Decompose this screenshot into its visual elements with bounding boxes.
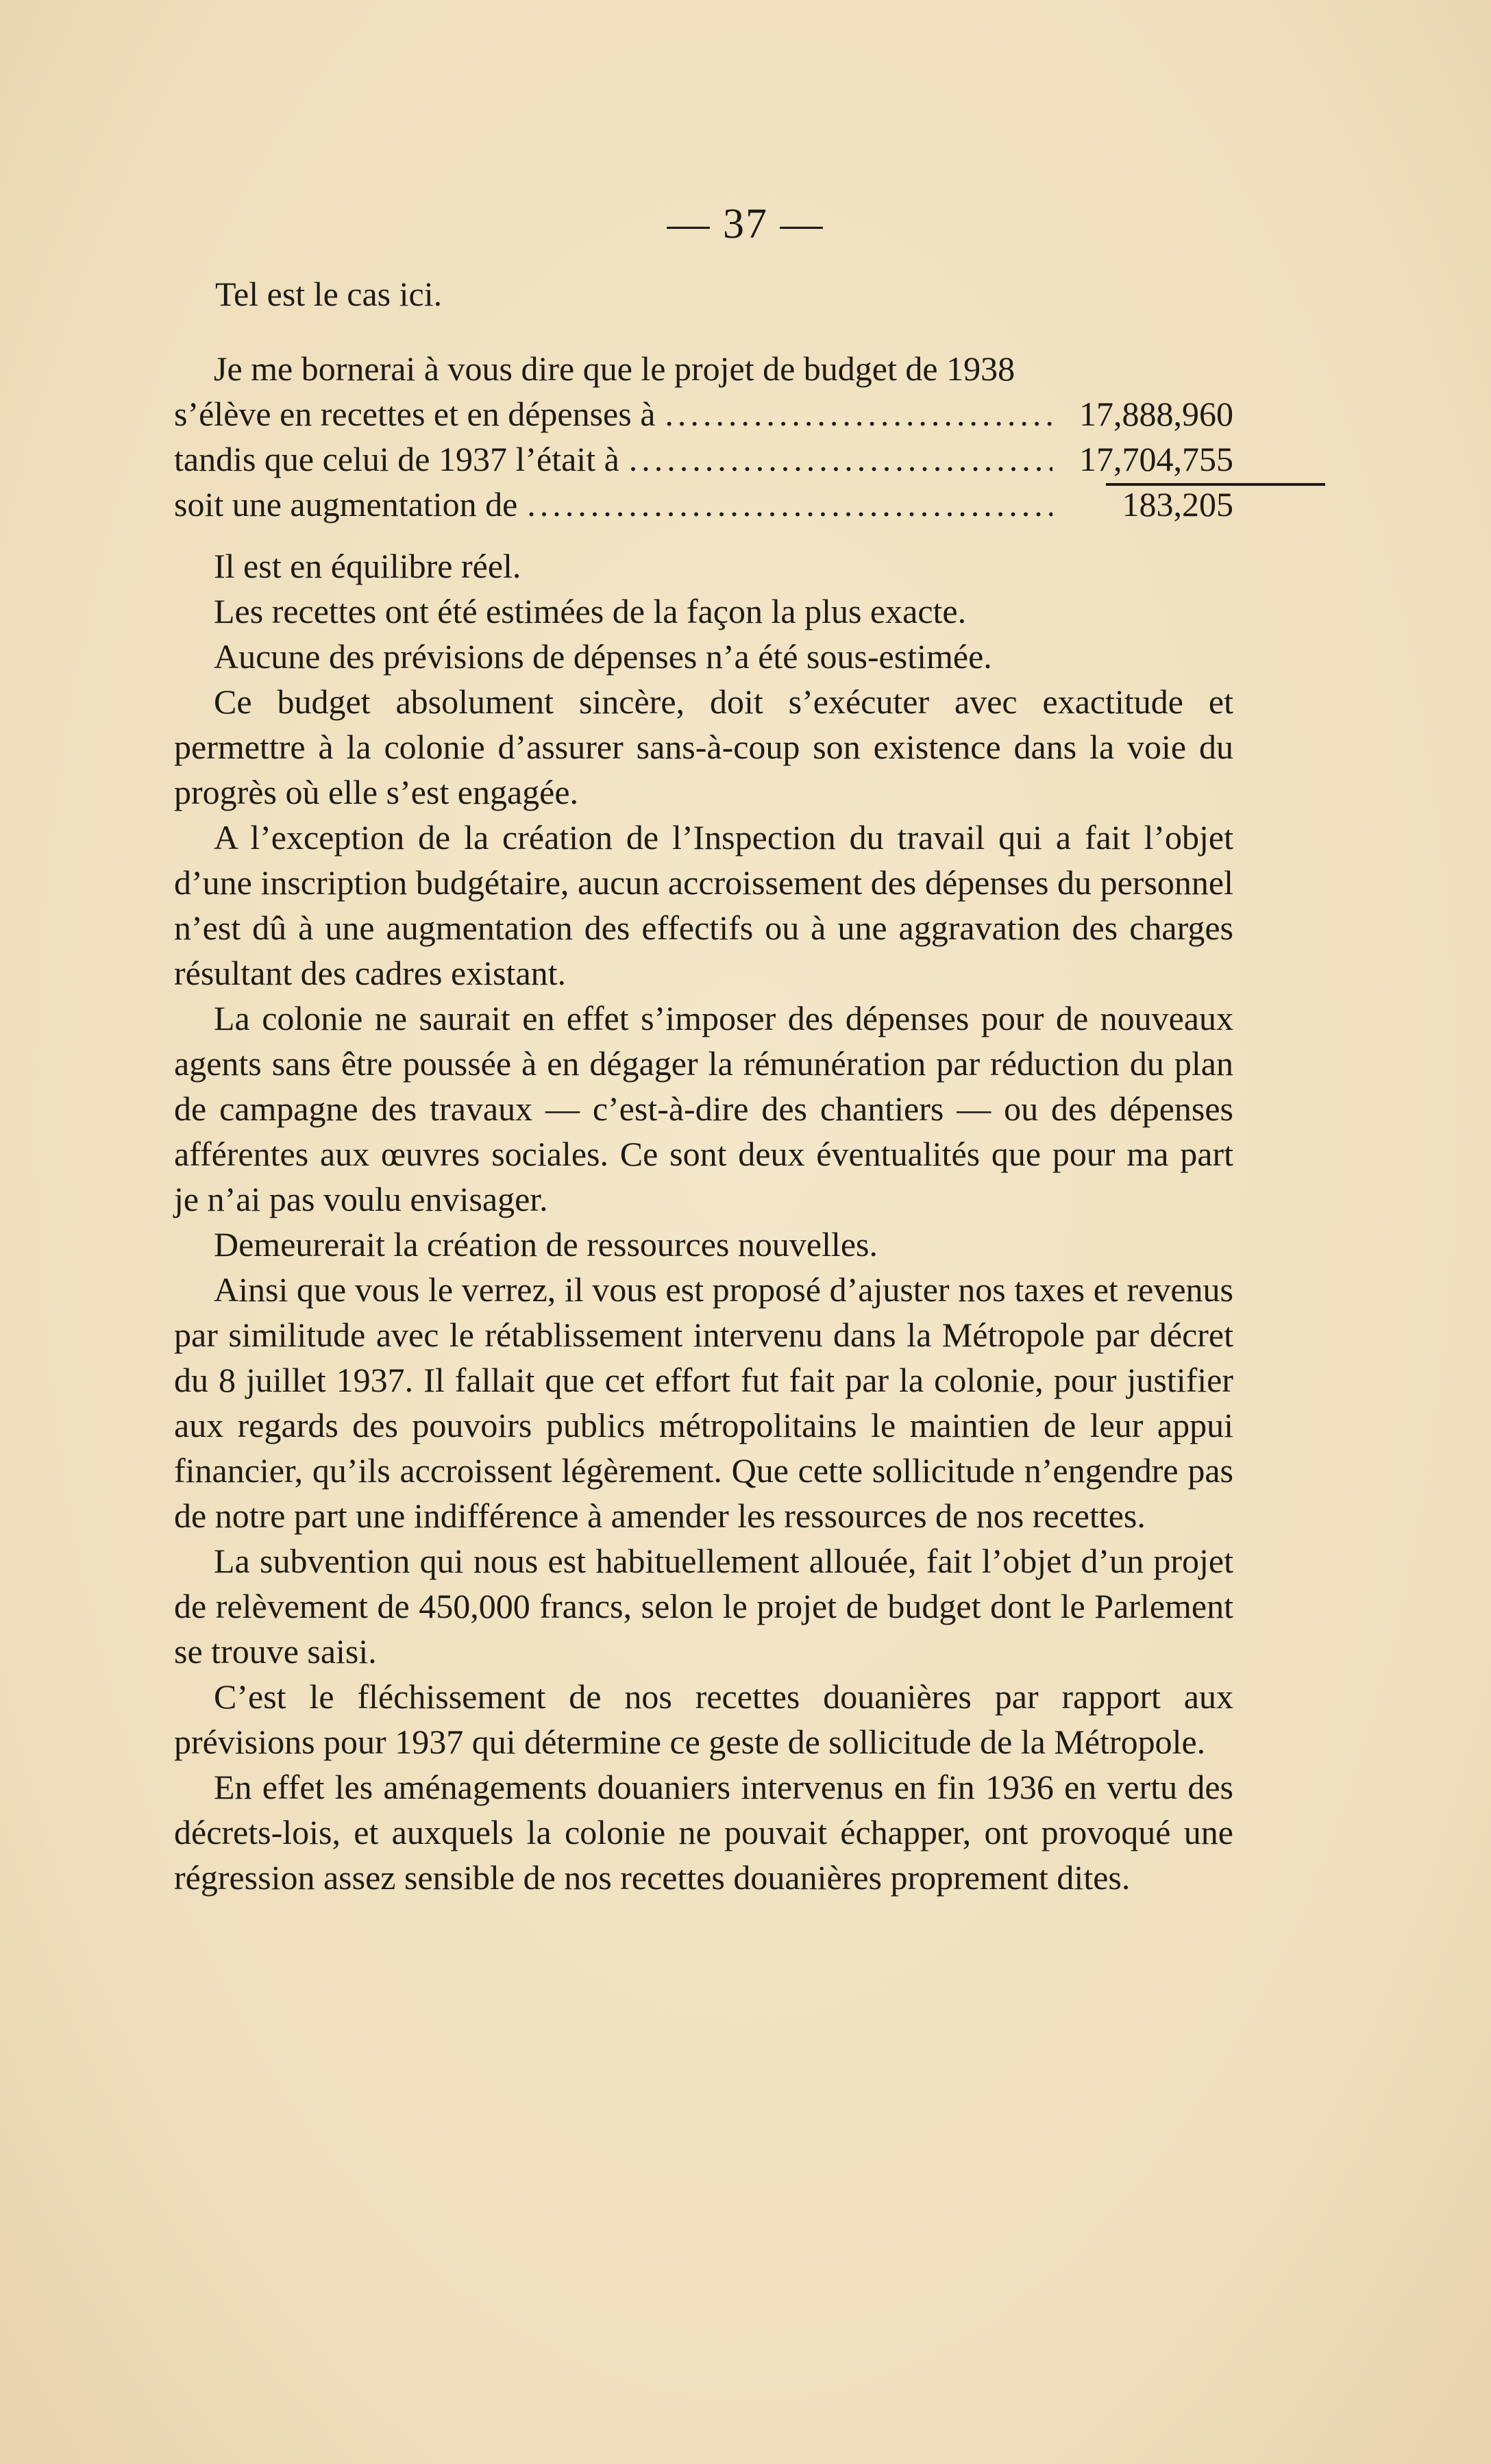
paragraph: Il est en équilibre réel. xyxy=(214,547,521,585)
leader-dots xyxy=(527,482,1052,527)
budget-summary xyxy=(174,346,1233,527)
budget-row-increase xyxy=(174,482,1233,527)
budget-row-label: s’élève en recettes et en dépenses à xyxy=(174,395,656,433)
budget-row-revenue xyxy=(174,391,1233,436)
budget-row-value: 17,888,960 xyxy=(1079,395,1233,433)
paragraph: Les recettes ont été estimées de la façon la plus exacte. xyxy=(214,592,967,630)
budget-row-value: 17,704,755 xyxy=(1079,440,1233,478)
paragraph: En effet les aménagements douaniers intervenus en fin 1936 en vertu des décrets-lois, et auxquels la colonie ne pouvait échapper, ont provoqué une régression assez sensible de nos recettes douanières proprement dites. xyxy=(174,1768,1233,1897)
budget-row-label: tandis que celui de 1937 l’était à xyxy=(174,440,619,478)
paragraph: La colonie ne saurait en effet s’imposer des dépenses pour de nouveaux agents sans être poussée à en dégager la rémunération par réduction du plan de campagne des travaux — c’est-à-dire des chantiers — ou des dépenses afférentes aux œuvres sociales. Ce sont deux éventualités que pour ma part je n’ai pas voulu envisager. xyxy=(174,999,1233,1218)
paragraph: Aucune des prévisions de dépenses n’a été sous-estimée. xyxy=(214,637,992,676)
paragraph: C’est le fléchissement de nos recettes douanières par rapport aux prévisions pour 1937 qui détermine ce geste de sollicitude de la Métropole. xyxy=(174,1677,1233,1761)
budget-row-previous xyxy=(174,436,1233,482)
budget-intro: Je me bornerai à vous dire que le projet de budget de 1938 xyxy=(214,349,1015,388)
paragraph: La subvention qui nous est habituellement allouée, fait l’objet d’un projet de relèvement de 450,000 francs, selon le projet de budget dont le Parlement se trouve saisi. xyxy=(174,1542,1233,1671)
opening-line: Tel est le cas ici. xyxy=(215,275,443,313)
paragraph: Ce budget absolument sincère, doit s’exécuter avec exactitude et permettre à la colonie d’assurer sans-à-coup son existence dans la voie du progrès où elle s’est engagée. xyxy=(174,682,1233,811)
paragraph: A l’exception de la création de l’Inspection du travail qui a fait l’objet d’une inscription budgétaire, aucun accroissement des dépenses du personnel n’est dû à une augmentation des effectifs ou à une aggravation des charges résultant des cadres existant. xyxy=(174,818,1233,992)
body-text xyxy=(174,543,1233,1900)
leader-dots xyxy=(665,391,1052,436)
budget-row-label: soit une augmentation de xyxy=(174,485,518,523)
paragraph: Ainsi que vous le verrez, il vous est proposé d’ajuster nos taxes et revenus par similitude avec le rétablissement intervenu dans la Métropole par décret du 8 juillet 1937. Il fallait que cet effort fut fait par la colonie, pour justifier aux regards des pouvoirs publics métropolitains le maintien de leur appui financier, qu’ils accroissent légèrement. Que cette sollicitude n’engendre pas de notre part une indifférence à amender les ressources de nos recettes. xyxy=(174,1270,1233,1535)
paragraph: Demeurerait la création de ressources nouvelles. xyxy=(214,1225,878,1264)
leader-dots xyxy=(629,436,1052,482)
budget-row-value: 183,205 xyxy=(1122,485,1233,523)
page-number: — 37 — xyxy=(667,201,824,247)
